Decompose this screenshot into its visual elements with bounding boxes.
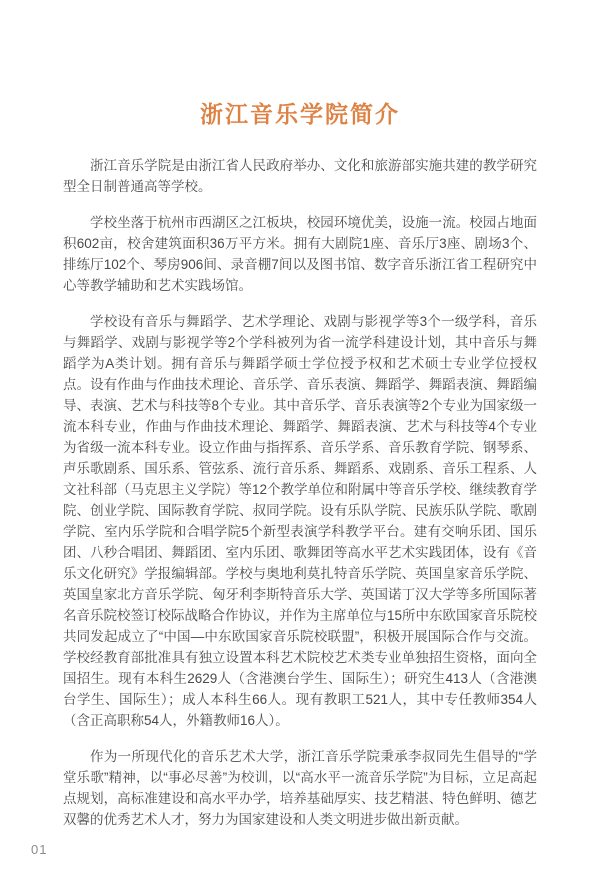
paragraph-disciplines: 学校设有音乐与舞蹈学、艺术学理论、戏剧与影视学等3个一级学科，音乐与舞蹈学、戏剧与影视学等2个学科被列为省一流学科建设计划，其中音乐与舞蹈学为A类计划。拥有音乐与舞蹈学硕士学位授予权和艺术硕士专业学位授权点。设有作曲与作曲技术理论、音乐学、音乐表演、舞蹈学、舞蹈表演、舞蹈编导、表演、艺术与科技等8个专业。其中音乐学、音乐表演等2个专业为国家级一流本科专业，作曲与作曲技术理论、舞蹈学、舞蹈表演、艺术与科技等4个专业为省级一流本科专业。设立作曲与指挥系、音乐学系、音乐教育学院、钢琴系、声乐歌剧系、国乐系、管弦系、流行音乐系、舞蹈系、戏剧系、音乐工程系、人文社科部（马克思主义学院）等12个教学单位和附属中等音乐学校、继续教育学院、创业学院、国际教育学院、叔同学院。设有乐队学院、民族乐队学院、歌剧学院、室内乐学院和合唱学院5个新型表演学科教学平台。建有交响乐团、国乐团、八秒合唱团、舞蹈团、室内乐团、歌舞团等高水平艺术实践团体，设有《音乐文化研究》学报编辑部。学校与奥地利莫扎特音乐学院、英国皇家音乐学院、英国皇家北方音乐学院、匈牙利李斯特音乐大学、英国诺丁汉大学等多所国际著名音乐院校签订校际战略合作协议，并作为主席单位与15所中东欧国家音乐院校共同发起成立了“中国—中东欧国家音乐院校联盟”，积极开展国际合作与交流。学校经教育部批准具有独立设置本科艺术院校艺术类专业单独招生资格，面向全国招生。现有本科生2629人（含港澳台学生、国际生）；研究生413人（含港澳台学生、国际生）；成人本科生66人。现有教职工521人，其中专任教师354人（含正高职称54人，外籍教师16人）。 [63, 314, 538, 728]
paragraph-mission: 作为一所现代化的音乐艺术大学，浙江音乐学院秉承李叔同先生倡导的“学堂乐歌”精神，以“事必尽善”为校训，以“高水平一流音乐学院”为目标，立足高起点规划，高标准建设和高水平办学，培养基础厚实、技艺精湛、特色鲜明、德艺双馨的优秀艺术人才，努力为国家建设和人类文明进步做出新贡献。 [63, 749, 537, 827]
document-content [63, 96, 537, 845]
document-title: 浙江音乐学院简介 [200, 102, 400, 127]
paragraph-intro: 浙江音乐学院是由浙江省人民政府举办、文化和旅游部实施共建的教学研究型全日制普通高等学校。 [63, 158, 537, 194]
page-number: 01 [31, 842, 48, 857]
paragraph-campus: 学校坐落于杭州市西湖区之江板块，校园环境优美，设施一流。校园占地面积602亩，校舍建筑面积36万平方米。拥有大剧院1座、音乐厅3座、剧场3个、排练厅102个、琴房906间、录音棚7间以及图书馆、数字音乐浙江省工程研究中心等教学辅助和艺术实践场馆。 [63, 215, 537, 293]
